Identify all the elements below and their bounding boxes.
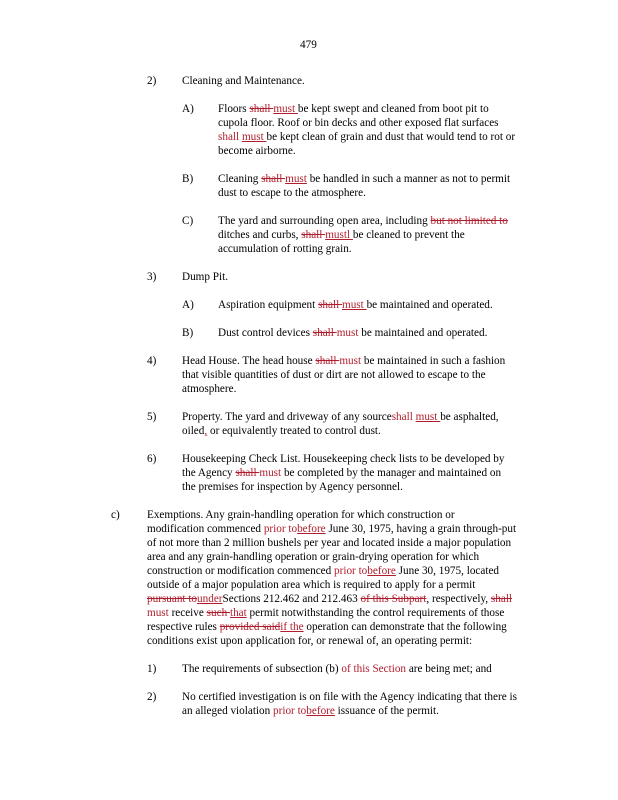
deleted-text: pursuant to: [147, 593, 198, 605]
inserted-text: mustl: [325, 229, 353, 241]
deleted-text: shall: [249, 103, 274, 115]
item-6-line-3: the premises for inspection by Agency personnel.: [182, 481, 403, 493]
inserted-text: must: [259, 467, 282, 479]
item-2c-label: C): [182, 215, 194, 227]
inserted-text: shall: [218, 131, 242, 143]
item-6-number: 6): [147, 453, 157, 465]
item-2a-line-2: cupola floor. Roof or bin decks and other exposed flat surfaces: [218, 117, 499, 129]
inserted-text: must: [241, 131, 267, 143]
inserted-text: must: [415, 411, 441, 423]
item-3-number: 3): [147, 271, 157, 283]
deleted-text: of this Subpart: [360, 593, 427, 605]
item-3a-line-1: Aspiration equipment shall must be maintained and operated.: [218, 299, 493, 311]
item-2b-label: B): [182, 173, 194, 185]
inserted-text: before: [367, 565, 396, 577]
item-2c-line-3: accumulation of rotting grain.: [218, 243, 352, 255]
inserted-text: before: [306, 705, 335, 717]
exemptions-line-4: area and any grain-handling operation or grain-drying operation for which: [147, 551, 480, 563]
deleted-text: shall: [235, 467, 260, 479]
exemptions-line-6: outside of a major population area which is required to apply for a permit: [147, 579, 476, 591]
inserted-text: must: [285, 173, 307, 185]
exemptions-line-7: pursuant tounderSections 212.462 and 212.463 of this Subpart, respectively, shall: [147, 593, 513, 605]
item-5-line-2: oiled, or equivalently treated to control dust.: [182, 425, 381, 437]
item-2b-line-1: Cleaning shall must be handled in such a manner as not to permit: [218, 173, 511, 185]
item-2c-line-1: The yard and surrounding open area, including but not limited to: [218, 215, 508, 227]
exemptions-sub-2-line-1: No certified investigation is on file with the Agency indicating that there is: [182, 691, 517, 703]
inserted-text: must: [147, 607, 169, 619]
item-6-line-1: Housekeeping Check List. Housekeeping check lists to be developed by: [182, 453, 505, 465]
exemptions-line-2: modification commenced prior tobefore June 30, 1975, having a grain through-put: [147, 523, 517, 535]
deleted-text: shall: [315, 355, 340, 367]
exemptions-line-3: of not more than 2 million bushels per year and located inside a major population: [147, 537, 512, 549]
inserted-text: must: [339, 355, 362, 367]
inserted-text: that: [229, 607, 247, 619]
inserted-text: prior to: [334, 565, 368, 577]
item-2-number: 2): [147, 75, 157, 87]
item-2c-line-2: ditches and curbs, shall mustl be cleaned to prevent the: [218, 229, 465, 241]
inserted-text: prior to: [273, 705, 307, 717]
deleted-text: shall: [312, 327, 337, 339]
inserted-text: before: [297, 523, 326, 535]
item-4-line-2: that visible quantities of dust or dirt are not allowed to escape to the: [182, 369, 486, 381]
deleted-text: such: [206, 607, 230, 619]
inserted-text: must: [273, 103, 298, 115]
item-2b-line-2: dust to escape to the atmosphere.: [218, 187, 366, 199]
inserted-text: under: [197, 593, 223, 605]
exemptions-number: c): [111, 509, 120, 521]
inserted-text: of this Section: [341, 663, 407, 675]
item-4-line-1: Head House. The head house shall must be maintained in such a fashion: [182, 355, 506, 367]
item-5-number: 5): [147, 411, 157, 423]
item-2-title: Cleaning and Maintenance.: [182, 75, 305, 87]
item-3-title: Dump Pit.: [182, 271, 229, 283]
item-4-line-3: atmosphere.: [182, 383, 237, 395]
deleted-text: shall: [301, 229, 326, 241]
deleted-text: shall: [318, 299, 342, 311]
deleted-text: but not limited to: [430, 215, 508, 227]
item-2a-line-4: become airborne.: [218, 145, 296, 157]
page-number: 479: [300, 39, 317, 51]
exemptions-line-5: construction or modification commenced prior tobefore June 30, 1975, located: [147, 565, 500, 577]
item-2a-label: A): [182, 103, 194, 115]
deleted-text: provided said: [219, 621, 281, 633]
item-3b-line-1: Dust control devices shall must be maintained and operated.: [218, 327, 488, 339]
exemptions-sub-2-line-2: an alleged violation prior tobefore issuance of the permit.: [182, 705, 439, 717]
item-2a-line-1: Floors shall must be kept swept and cleaned from boot pit to: [218, 103, 489, 115]
exemptions-line-10: conditions exist upon application for, or renewal of, an operating permit:: [147, 635, 473, 647]
item-3a-label: A): [182, 299, 194, 311]
exemptions-line-8: must receive such that permit notwithstanding the control requirements of those: [147, 607, 505, 619]
item-2a-line-3: shall must be kept clean of grain and dust that would tend to rot or: [218, 131, 516, 143]
item-3b-label: B): [182, 327, 194, 339]
exemptions-sub-1-number: 1): [147, 663, 157, 675]
item-4-number: 4): [147, 355, 157, 367]
deleted-text: shall: [261, 173, 286, 185]
inserted-text: prior to: [263, 523, 298, 535]
inserted-text: must: [336, 327, 359, 339]
item-5-line-1: Property. The yard and driveway of any sourceshall must be asphalted,: [182, 411, 499, 423]
inserted-text: if the: [280, 621, 304, 633]
inserted-text: must: [342, 299, 367, 311]
inserted-text: ,: [204, 425, 208, 437]
deleted-text: shall: [490, 593, 513, 605]
item-6-line-2: the Agency shall must be completed by the manager and maintained on: [182, 467, 502, 479]
exemptions-sub-1-line-1: The requirements of subsection (b) of this Section are being met; and: [182, 663, 492, 675]
exemptions-sub-2-number: 2): [147, 691, 157, 703]
exemptions-line-9: respective rules provided saidif the operation can demonstrate that the following: [147, 621, 507, 633]
exemptions-line-1: Exemptions. Any grain-handling operation for which construction or: [147, 509, 455, 521]
inserted-text: shall: [391, 411, 416, 423]
